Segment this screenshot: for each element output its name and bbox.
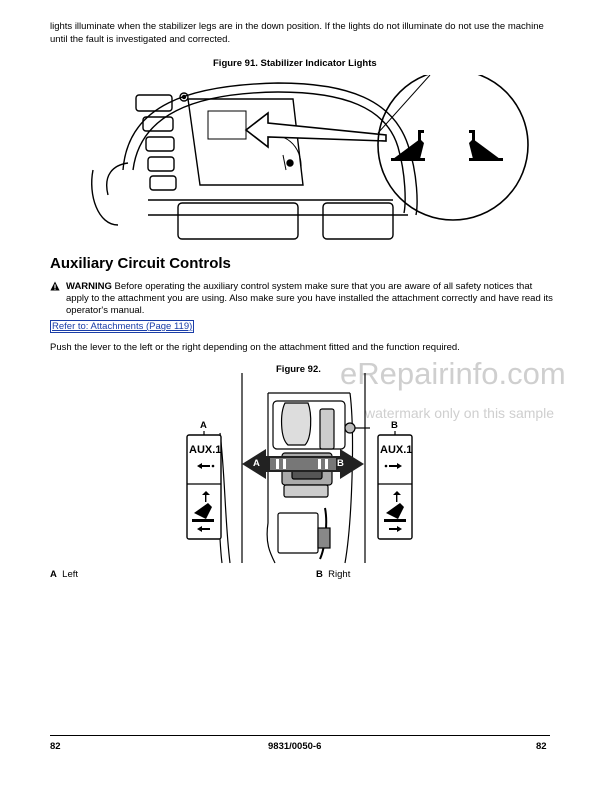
figure-91-caption: Figure 91. Stabilizer Indicator Lights <box>213 58 377 69</box>
warning-text: Before operating the auxiliary control system make sure that you are aware of all safety notices that apply to the attachment you are using. Also make sure you have installed the attachment correctly and have read its operator's manual. <box>66 281 553 316</box>
section-heading: Auxiliary Circuit Controls <box>50 255 231 272</box>
footer-page-right: 82 <box>536 741 547 752</box>
figure-91-stabilizer-lights <box>88 75 550 243</box>
watermark-site: eRepairinfo.com <box>340 356 566 391</box>
footer-page-left: 82 <box>50 741 61 752</box>
callout-b-label: B <box>391 420 398 431</box>
warning-block <box>50 281 555 317</box>
warning-triangle-icon <box>50 281 60 291</box>
arrow-a-label: A <box>253 458 260 469</box>
arrow-b-label: B <box>337 458 344 469</box>
panel-left-label: AUX.1 <box>189 444 222 456</box>
legend-b <box>316 569 350 580</box>
footer-rule <box>50 735 550 736</box>
attachments-reference-link[interactable]: Refer to: Attachments (Page 119) <box>52 321 193 332</box>
legend-a-key: A <box>50 569 57 580</box>
warning-label: WARNING <box>66 281 112 292</box>
figure-92-auxiliary-lever <box>180 373 420 565</box>
intro-paragraph: lights illuminate when the stabilizer legs are in the down position. If the lights do not illuminate do not use the machine until the fault is investigated and corrected. <box>50 21 544 45</box>
legend-a-text: Left <box>62 569 79 580</box>
callout-a-label: A <box>200 420 207 431</box>
legend-a <box>50 569 78 580</box>
figure-92-caption: Figure 92. <box>276 364 321 375</box>
instruction-text: Push the lever to the left or the right depending on the attachment fitted and the function required. <box>50 342 460 353</box>
panel-right-label: AUX.1 <box>380 444 413 456</box>
footer-doc-number: 9831/0050-6 <box>268 741 322 752</box>
watermark-note: watermark only on this sample <box>365 405 555 421</box>
legend-b-key: B <box>316 569 323 580</box>
legend-b-text: Right <box>328 569 351 580</box>
